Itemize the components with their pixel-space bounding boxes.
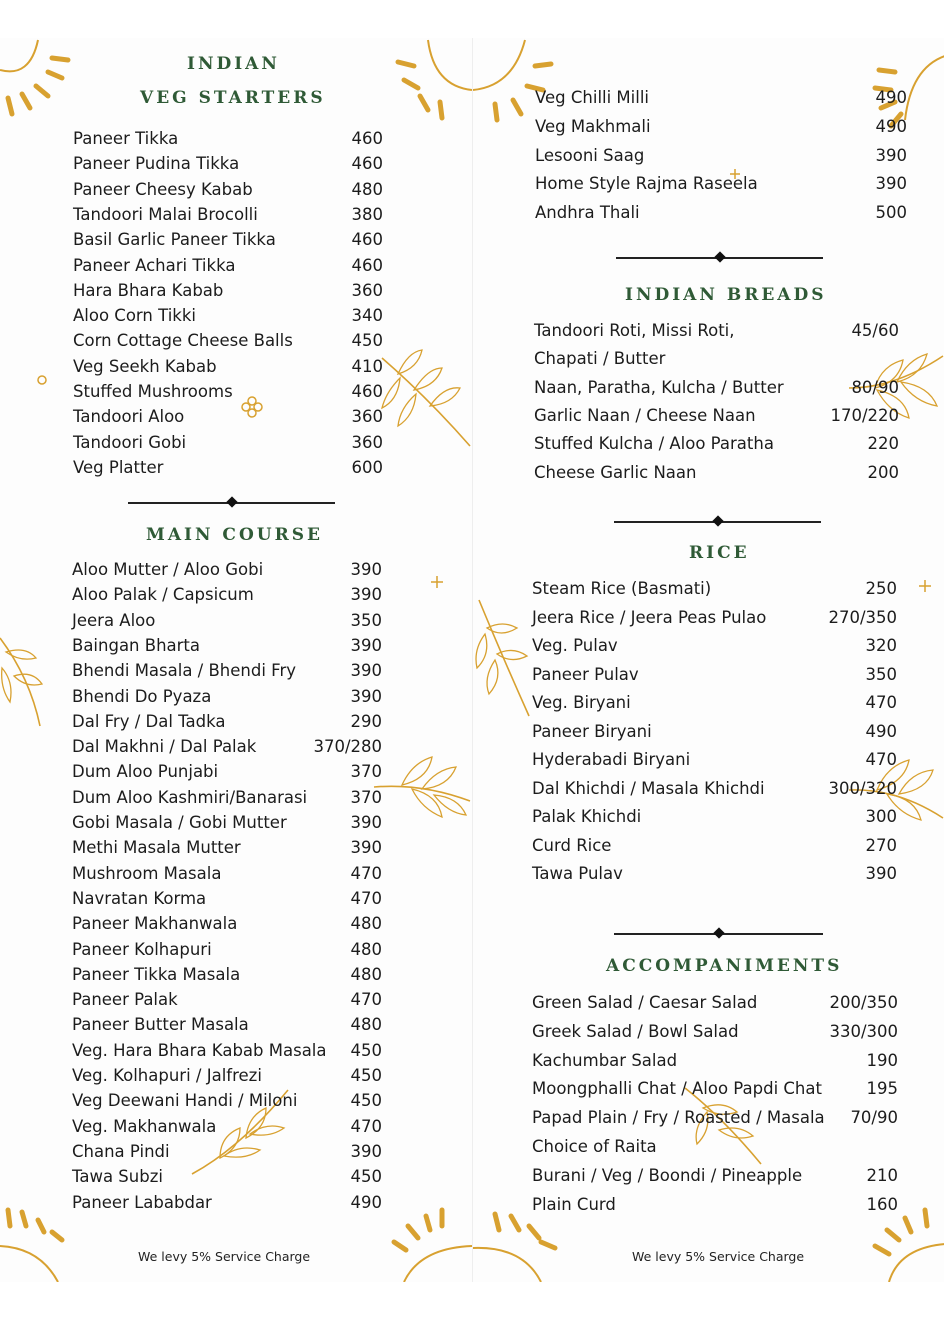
menu-item-name: Hyderabadi Biryani [532,750,691,769]
menu-item [72,712,382,738]
menu-item [72,560,382,586]
menu-item-name: Gobi Masala / Gobi Mutter [72,813,287,832]
menu-item-name: Veg Deewani Handi / Miloni [72,1091,298,1111]
menu-item-name: Paneer Kolhapuri [72,939,212,959]
menu-item-price: 480 [351,179,383,199]
menu-item-name: Naan, Paratha, Kulcha / Butter [534,377,784,397]
menu-item-name: Paneer Biryani [532,721,652,741]
menu-item-name: Veg. Kolhapuri / Jalfrezi [72,1066,262,1085]
menu-item [72,1167,382,1193]
menu-item-name: Palak Khichdi [532,807,642,826]
menu-item-price: 200 [867,462,899,482]
menu-item-name: Paneer Butter Masala [72,1015,249,1035]
service-charge-note: We levy 5% Service Charge [138,1249,311,1264]
menu-item-price: 370 [350,787,382,807]
menu-item-name: Aloo Corn Tikki [73,306,196,326]
menu-item [72,636,382,662]
menu-item-name: Andhra Thali [535,203,640,223]
menu-item [532,807,897,833]
sun-decoration-icon [384,38,472,133]
menu-item [72,1041,382,1067]
menu-item [532,636,897,662]
menu-item-price: 390 [865,864,897,883]
menu-page-right [472,38,944,1282]
menu-item [534,406,899,432]
service-charge-note: We levy 5% Service Charge [632,1249,805,1264]
menu-item [535,146,907,172]
menu-item-price: 410 [351,356,383,376]
menu-item-name: Jeera Aloo [72,610,156,630]
section-heading-rice: RICE [689,543,750,563]
menu-item-price: 450 [350,1066,382,1085]
menu-item-name: Basil Garlic Paneer Tikka [73,230,276,250]
menu-item [72,611,382,637]
menu-item-price: 470 [865,693,897,712]
section-heading-accompaniments: ACCOMPANIMENTS [606,956,843,976]
leaf-decoration-icon [0,618,44,728]
menu-item-name: Veg. Makhanwala [72,1116,217,1136]
menu-item-price: 350 [865,664,897,684]
menu-item-price: 330/300 [829,1021,898,1041]
menu-item-price: 460 [351,129,383,148]
menu-item-price: 480 [350,914,382,934]
menu-item [72,1091,382,1117]
menu-item [73,407,383,433]
menu-item-name: Paneer Pudina Tikka [73,154,240,174]
menu-item-price: 470 [350,888,382,908]
menu-item-name: Veg. Hara Bhara Kabab Masala [72,1040,327,1060]
menu-item [72,661,382,687]
menu-item-price: 220 [867,434,899,454]
menu-item-name: Bhendi Do Pyaza [72,686,212,706]
menu-item [73,357,383,383]
menu-item-name: Tandoori Malai Brocolli [73,204,258,224]
menu-item-name: Veg Seekh Kabab [73,356,217,376]
section-heading-main-course: MAIN COURSE [146,525,323,545]
divider-diamond-icon [713,927,724,938]
menu-item [532,993,898,1019]
menu-item-price: 270 [865,835,897,855]
section-heading-veg-starters: VEG STARTERS [140,88,326,108]
menu-item [73,382,383,408]
menu-page-left [0,38,472,1282]
menu-item [534,378,899,404]
menu-item-price: 210 [866,1165,898,1185]
menu-item-price: 480 [350,1015,382,1035]
menu-item-price: 390 [350,635,382,655]
leaf-decoration-icon [473,598,533,718]
menu-item-name: Corn Cottage Cheese Balls [73,331,293,351]
menu-item [72,965,382,991]
menu-item-name: Hara Bhara Kabab [73,280,224,300]
menu-item [532,579,897,605]
menu-item [532,1051,898,1077]
menu-item-price: 200/350 [829,993,898,1012]
menu-item [72,838,382,864]
menu-item-price: 450 [350,1167,382,1187]
menu-item-name: Dal Khichdi / Masala Khichdi [532,778,765,798]
menu-item-name: Navratan Korma [72,888,207,908]
sparkle-decoration-icon [430,575,444,589]
menu-item-price: 190 [866,1050,898,1070]
menu-item-price: 160 [866,1194,898,1214]
menu-item-name: Aloo Mutter / Aloo Gobi [72,560,264,579]
menu-item-price: 370 [350,762,382,782]
menu-item-price: 490 [875,116,907,136]
menu-item-name: Home Style Rajma Raseela [535,174,758,194]
menu-item-name: Baingan Bharta [72,635,201,655]
menu-item-price: 390 [875,145,907,165]
menu-item-name: Paneer Pulav [532,664,639,684]
menu-item-price: 370/280 [313,737,382,757]
menu-item [532,1137,898,1163]
menu-item-name: Plain Curd [532,1194,616,1214]
menu-item [532,779,897,805]
menu-item [532,665,897,691]
menu-item-price: 390 [350,813,382,832]
menu-item-name: Stuffed Mushrooms [73,382,233,401]
menu-item-price: 450 [350,1040,382,1060]
menu-item-name: Paneer Lababdar [72,1192,212,1212]
menu-item-name: Dum Aloo Punjabi [72,762,219,782]
section-heading-indian-breads: INDIAN BREADS [625,285,827,305]
menu-item [73,306,383,332]
menu-item-name: Cheese Garlic Naan [534,462,697,482]
menu-item [73,230,383,256]
menu-item [532,608,897,634]
menu-item-price: 390 [875,174,907,194]
menu-item [72,1015,382,1041]
menu-item-name: Mushroom Masala [72,863,222,883]
menu-item-price: 195 [866,1079,898,1099]
menu-item-price: 350 [350,610,382,630]
menu-item-price: 460 [351,255,383,275]
sun-decoration-icon [0,38,90,133]
menu-item-name: Stuffed Kulcha / Aloo Paratha [534,434,774,454]
menu-item-price: 450 [350,1091,382,1111]
menu-item [73,458,383,484]
menu-item [534,349,899,375]
menu-item-price: 490 [875,88,907,107]
menu-item-name: Chapati / Butter [534,349,666,369]
menu-item [532,836,897,862]
sparkle-decoration-icon [918,579,932,593]
menu-item-price: 460 [351,154,383,174]
menu-item [532,1079,898,1105]
menu-item [72,864,382,890]
menu-item-name: Paneer Palak [72,990,178,1010]
menu-item [532,1022,898,1048]
menu-item [72,813,382,839]
menu-item-price: 490 [865,721,897,741]
menu-item-price: 470 [350,1116,382,1136]
menu-item [72,990,382,1016]
menu-item [72,788,382,814]
menu-item [532,1108,898,1134]
menu-item-name: Dal Makhni / Dal Palak [72,737,257,757]
menu-item [73,205,383,231]
menu-item-price: 290 [350,711,382,731]
menu-item [532,693,897,719]
menu-item-name: Tandoori Aloo [73,407,185,427]
divider-diamond-icon [226,496,237,507]
menu-item-price: 45/60 [851,321,899,340]
menu-item-name: Veg. Biryani [532,693,631,712]
menu-item [72,687,382,713]
menu-item [535,88,907,114]
menu-item-name: Moongphalli Chat / Aloo Papdi Chat [532,1079,822,1099]
leaf-decoration-icon [378,348,472,448]
menu-item [532,864,897,890]
menu-item [532,722,897,748]
menu-item [72,1117,382,1143]
menu-item [73,331,383,357]
menu-item [73,154,383,180]
menu-item-name: Dum Aloo Kashmiri/Banarasi [72,787,308,807]
menu-item [534,321,899,347]
menu-item-name: Veg Makhmali [535,116,651,136]
sun-decoration-icon [380,1198,472,1282]
menu-item [72,889,382,915]
menu-item [535,174,907,200]
menu-item-name: Jeera Rice / Jeera Peas Pulao [532,607,767,627]
menu-item-name: Paneer Achari Tikka [73,255,236,275]
menu-item-name: Chana Pindi [72,1141,170,1161]
menu-item-price: 450 [351,331,383,351]
menu-item [73,256,383,282]
menu-item-name: Choice of Raita [532,1137,657,1156]
menu-item-name: Veg Platter [73,457,164,477]
menu-item [72,762,382,788]
menu-item [72,940,382,966]
divider-diamond-icon [712,515,723,526]
menu-item-name: Methi Masala Mutter [72,838,241,858]
menu-item-price: 300/320 [828,778,897,798]
menu-item-name: Burani / Veg / Boondi / Pineapple [532,1165,803,1185]
menu-item [534,434,899,460]
menu-item-price: 490 [350,1192,382,1212]
menu-item-price: 170/220 [830,405,899,425]
section-divider [614,516,821,528]
menu-item-name: Papad Plain / Fry / Roasted / Masala [532,1108,825,1128]
menu-item-price: 390 [350,686,382,706]
menu-item-price: 480 [350,964,382,984]
menu-item-price: 270/350 [828,607,897,627]
menu-item-name: Paneer Makhanwala [72,914,238,934]
menu-item-price: 300 [865,807,897,826]
menu-item [535,203,907,229]
menu-item [73,129,383,155]
menu-item [72,914,382,940]
menu-item-price: 250 [865,579,897,598]
menu-item [73,180,383,206]
menu-item-price: 460 [351,382,383,401]
menu-item-price: 380 [351,204,383,224]
menu-item-price: 390 [350,1141,382,1161]
menu-item [73,433,383,459]
menu-item [72,1193,382,1219]
menu-item-price: 390 [350,838,382,858]
menu-item [72,585,382,611]
section-divider [614,928,823,940]
menu-item [73,281,383,307]
menu-item [72,1142,382,1168]
menu-item-name: Dal Fry / Dal Tadka [72,711,226,731]
menu-item-price: 470 [865,750,897,769]
menu-item-price: 360 [351,432,383,452]
menu-item-name: Curd Rice [532,835,612,855]
menu-item-name: Tandoori Roti, Missi Roti, [534,321,735,340]
menu-item-price: 390 [350,585,382,605]
menu-item-price: 500 [875,203,907,223]
menu-item-name: Tandoori Gobi [73,432,187,452]
divider-diamond-icon [714,251,725,262]
menu-item-price: 360 [351,280,383,300]
menu-item-price: 390 [350,560,382,579]
menu-item-name: Tawa Subzi [72,1167,163,1187]
menu-item-name: Greek Salad / Bowl Salad [532,1021,739,1041]
menu-item-price: 320 [865,636,897,655]
menu-item-name: Steam Rice (Basmati) [532,579,712,598]
menu-item-price: 360 [351,407,383,427]
section-heading-indian: INDIAN [187,54,280,74]
menu-item-price: 470 [350,863,382,883]
menu-item [72,737,382,763]
sun-decoration-icon [0,1198,80,1282]
menu-item [534,463,899,489]
menu-item-price: 390 [350,661,382,681]
menu-item [532,750,897,776]
menu-item-price: 480 [350,939,382,959]
menu-item-name: Bhendi Masala / Bhendi Fry [72,661,297,681]
menu-item-price: 340 [351,306,383,326]
menu-item-price: 470 [350,990,382,1010]
menu-item-name: Tawa Pulav [532,864,623,883]
menu-item-price: 600 [351,457,383,477]
menu-item-price: 80/90 [851,377,899,397]
menu-item-name: Lesooni Saag [535,145,645,165]
menu-item-name: Garlic Naan / Cheese Naan [534,405,756,425]
menu-item-name: Kachumbar Salad [532,1050,678,1070]
menu-item-name: Paneer Tikka [73,129,179,148]
menu-item [72,1066,382,1092]
menu-item-name: Paneer Cheesy Kabab [73,179,253,199]
menu-item-name: Paneer Tikka Masala [72,964,241,984]
menu-item [535,117,907,143]
menu-item-price: 70/90 [850,1108,898,1128]
menu-item-name: Green Salad / Caesar Salad [532,993,758,1012]
menu-item-price: 460 [351,230,383,250]
menu-item-name: Aloo Palak / Capsicum [72,585,254,605]
menu-item-name: Veg. Pulav [532,636,618,655]
section-divider [128,497,335,509]
menu-item-name: Veg Chilli Milli [535,88,650,107]
section-divider [616,252,823,264]
circle-decoration-icon [36,374,48,386]
menu-item [532,1166,898,1192]
leaf-decoration-icon [372,743,472,833]
menu-item [532,1195,898,1221]
